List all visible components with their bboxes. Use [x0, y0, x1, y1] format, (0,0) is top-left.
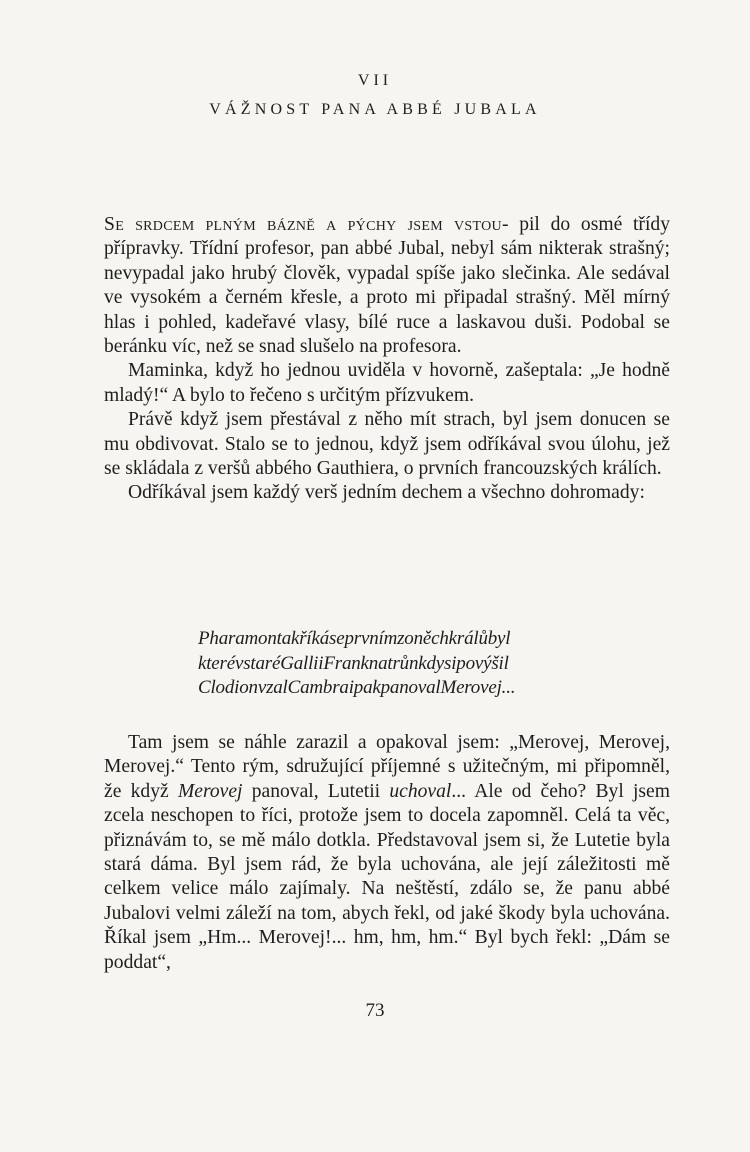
chapter-number: VII	[357, 72, 393, 89]
text-run: Tam jsem se náhle zarazil a opakoval jsem: „Merovej, Merovej, Merovej.“ Tento rým, sdružující příjemné s užitečným, mi připomněl, že když	[104, 732, 670, 802]
paragraph	[104, 731, 670, 975]
verse-line: kterévstaréGalliiFranknatrůnkdysipovýšil	[198, 652, 509, 674]
page-number: 73	[365, 1000, 385, 1021]
italic-text: Merovej	[177, 780, 243, 802]
verse-quote	[198, 627, 668, 701]
text-run: ... Ale od čeho? Byl jsem zcela neschopen to říci, protože jsem to docela zapomněl. Celá ta věc, přiznávám to, se mě málo dotkla. Představoval jsem si, že Lutetie byla stará dáma. Byl jsem rád, že byla uchována, ale její záležitosti mě celkem velice málo zajímaly. Na neštěstí, zdálo se, že panu abbé Jubalovi velmi záleží na tom, abych řekl, od jaké škody byla uchována. Říkal jsem „Hm... Merovej!... hm, hm, hm.“ Byl bych řekl: „Dám se poddat“,	[104, 780, 670, 973]
body-text-bottom	[104, 731, 670, 975]
paragraph: Maminka, když ho jednou uviděla v hovorně, zašeptala: „Je hodně mladý!“ A bylo to řečeno s určitým přízvukem.	[104, 360, 670, 406]
paragraph: Právě když jsem přestával z něho mít strach, byl jsem donucen se mu obdivovat. Stalo se to jednou, když jsem odříkával svou úlohu, jež se skládala z veršů abbého Gauthiera, o prvních francouzských králích.	[104, 409, 670, 480]
text-run: panoval, Lutetii	[242, 780, 390, 802]
paragraph: Odříkával jsem každý verš jedním dechem a všechno dohromady:	[128, 482, 645, 504]
opening-small-caps: Se srdcem plným bázně a pýchy jsem vstou	[104, 214, 502, 235]
chapter-title: VÁŽNOST PANA ABBÉ JUBALA	[209, 101, 541, 118]
italic-text: uchoval	[389, 780, 452, 802]
verse-line: ClodionvzalCambraipakpanovalMerovej...	[198, 677, 516, 699]
verse-line: Pharamontakříkáseprvnímzoněchkrálůbyl	[198, 628, 511, 649]
opening-text: pil do osmé třídy přípravky. Třídní profesor, pan abbé Jubal, nebyl sám nikterak strašný; nevypadal jako hrubý člověk, vypadal spíše jako slečinka. Ale sedával ve vysokém a černém křesle, a proto mi připadal strašný. Měl mírný hlas i pohled, kadeřavé vlasy, bílé ruce a laskavou duši. Podobal se beránku víc, než se snad slušelo na profesora.	[104, 214, 670, 358]
body-text-top	[104, 213, 670, 506]
paragraph-opening: Se srdcem plným bázně a pýchy jsem vstou- pil do osmé třídy přípravky. Třídní profesor, pan abbé Jubal, nebyl sám nikterak strašný; nevypadal jako hrubý člověk, vypadal spíše jako slečinka. Ale sedával ve vysokém a černém křesle, a proto mi připadal strašný. Měl mírný hlas i pohled, kadeřavé vlasy, bílé ruce a laskavou duši. Podobal se beránku víc, než se snad slušelo na profesora.	[104, 214, 670, 358]
